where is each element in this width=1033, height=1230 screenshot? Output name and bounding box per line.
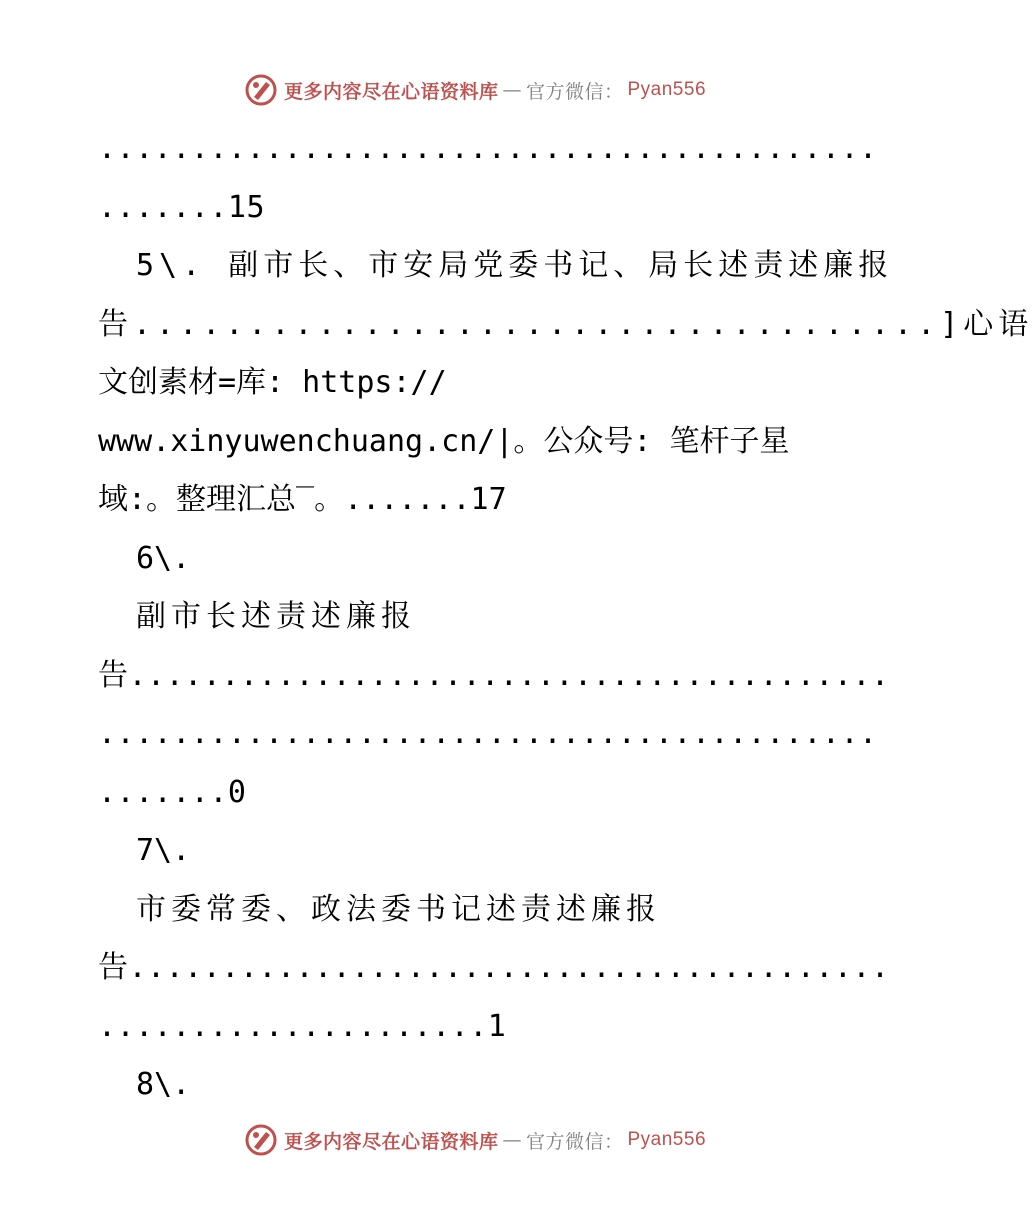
toc-content bbox=[98, 120, 1033, 1115]
toc-line: 域:。整理汇总‾。.......17 bbox=[98, 482, 507, 517]
toc-entry-number: 6\. bbox=[136, 540, 191, 576]
watermark-wechat-id: Pyan556 bbox=[627, 1129, 707, 1150]
watermark-brand: 更多内容尽在心语资料库 bbox=[283, 1130, 499, 1153]
watermark-wechat-id: Pyan556 bbox=[627, 79, 707, 100]
watermark-wechat-label: 官方微信： bbox=[525, 1130, 624, 1153]
toc-entry-title: 副市长述责述廉报 bbox=[136, 599, 416, 634]
toc-entry-title: 市委常委、政法委书记述责述廉报 bbox=[136, 891, 661, 927]
toc-line: 告......................................... bbox=[98, 657, 890, 693]
toc-line: 文创素材=库: https:// bbox=[98, 365, 447, 400]
footer-watermark bbox=[0, 1120, 950, 1160]
toc-line: .......................................... bbox=[98, 131, 878, 166]
watermark-separator: — bbox=[502, 1129, 522, 1151]
toc-line: .....................1 bbox=[98, 1008, 507, 1044]
toc-line: www.xinyuwenchuang.cn/|。公众号: 笔杆子星 bbox=[98, 423, 790, 459]
watermark-brand: 更多内容尽在心语资料库 bbox=[283, 80, 499, 103]
toc-line: 告......................................... bbox=[98, 950, 890, 985]
toc-line: .......15 bbox=[98, 189, 266, 225]
toc-line: .......0 bbox=[98, 774, 247, 810]
toc-line: 告...................................]心语 bbox=[98, 306, 1033, 342]
watermark-wechat-label: 官方微信： bbox=[525, 80, 624, 103]
toc-entry-title: 5\. 副市长、市安局党委书记、局长述责述廉报 bbox=[136, 248, 894, 283]
toc-entry-number: 7\. bbox=[136, 833, 191, 868]
toc-line: .......................................... bbox=[98, 716, 878, 751]
pen-nib-logo-icon bbox=[244, 73, 278, 107]
header-watermark bbox=[0, 70, 950, 110]
toc-entry-number: 8\. bbox=[136, 1067, 191, 1102]
pen-nib-logo-icon bbox=[244, 1123, 278, 1157]
watermark-separator: — bbox=[502, 79, 522, 101]
